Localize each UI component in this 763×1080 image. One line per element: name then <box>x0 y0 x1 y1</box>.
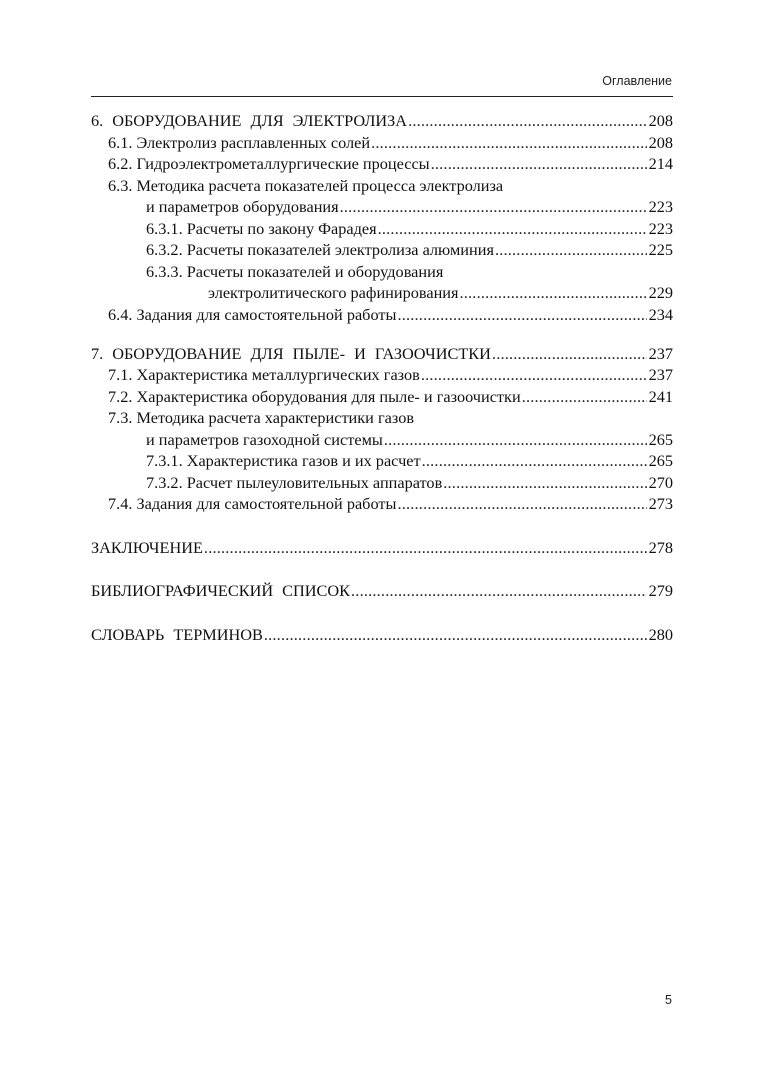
toc-entry-title: 7.1. Характеристика металлургических газов <box>108 365 420 384</box>
toc-entry-title: 6.3.3. Расчеты показателей и оборудования <box>146 261 444 281</box>
toc-entry-6-3-3-line2[interactable] <box>91 282 673 304</box>
toc-entry-page: 214 <box>648 154 673 173</box>
dot-leader <box>384 429 647 451</box>
toc-entry-title: 6.3.2. Расчеты показателей электролиза алюминия <box>146 240 494 259</box>
dot-leader <box>460 282 647 304</box>
dot-leader <box>397 493 646 515</box>
toc-entry-7-3-2[interactable] <box>91 472 673 494</box>
dot-leader <box>443 472 646 494</box>
toc-entry-page: 223 <box>648 197 673 216</box>
toc-entry-title: 6. ОБОРУДОВАНИЕ ДЛЯ ЭЛЕКТРОЛИЗА <box>91 111 408 130</box>
toc-entry-title: ЗАКЛЮЧЕНИЕ <box>91 537 203 557</box>
toc-entry-6-1[interactable] <box>91 132 673 154</box>
toc-entry-6-3-line2[interactable] <box>91 196 673 218</box>
toc-entry-6-2[interactable] <box>91 153 673 175</box>
toc-entry-page: 270 <box>648 472 673 492</box>
toc-entry-title: 7.3.1. Характеристика газов и их расчет <box>146 451 421 470</box>
dot-leader <box>495 239 647 261</box>
toc-entry-title-continued: электролитического рафинирования <box>208 283 459 302</box>
dot-leader <box>371 132 647 154</box>
toc-entry-page: 278 <box>648 537 673 557</box>
toc-entry-title: СЛОВАРЬ ТЕРМИНОВ <box>91 624 263 644</box>
toc-entry-title-continued: и параметров оборудования <box>146 197 339 216</box>
toc-entry-title-continued: и параметров газоходной системы <box>146 429 383 449</box>
toc-entry-page: 225 <box>648 240 673 259</box>
toc-entry-title: 6.3. Методика расчета показателей процесса электролиза <box>108 175 504 195</box>
page-number: 5 <box>665 993 672 1007</box>
toc-entry-6-3-3-line1[interactable] <box>91 261 673 283</box>
toc-entry-6-4[interactable] <box>91 304 673 326</box>
toc-entry-bibliography[interactable] <box>91 580 673 602</box>
toc-entry-title: 6.4. Задания для самостоятельной работы <box>108 304 397 324</box>
toc-entry-page: 237 <box>648 343 673 363</box>
toc-entry-page: 241 <box>648 386 673 406</box>
toc-entry-title: 6.2. Гидроэлектрометаллургические процессы <box>108 154 430 173</box>
dot-leader <box>522 386 647 408</box>
toc-entry-page: 208 <box>648 132 673 152</box>
toc-entry-6-3-line1[interactable] <box>91 175 673 197</box>
table-of-contents <box>91 110 673 645</box>
toc-entry-7-2[interactable] <box>91 386 673 408</box>
toc-entry-page: 208 <box>648 111 673 130</box>
toc-entry-6-3-1[interactable] <box>91 218 673 240</box>
toc-entry-title: 7.4. Задания для самостоятельной работы <box>108 494 397 513</box>
toc-entry-7-3-line1[interactable] <box>91 407 673 429</box>
dot-leader <box>378 218 647 240</box>
dot-leader <box>421 364 647 386</box>
toc-entry-page: 229 <box>648 283 673 302</box>
dot-leader <box>408 110 647 132</box>
toc-entry-title: 7.3.2. Расчет пылеуловительных аппаратов <box>146 472 443 492</box>
toc-entry-page: 273 <box>648 494 673 513</box>
toc-entry-6-3-2[interactable] <box>91 239 673 261</box>
toc-entry-page: 279 <box>648 581 673 600</box>
toc-entry-chapter-6[interactable] <box>91 110 673 132</box>
dot-leader <box>340 196 647 218</box>
toc-entry-title: БИБЛИОГРАФИЧЕСКИЙ СПИСОК <box>91 581 351 600</box>
dot-leader <box>422 450 647 472</box>
toc-entry-page: 223 <box>648 218 673 238</box>
dot-leader <box>397 304 646 326</box>
header-rule <box>91 96 673 97</box>
toc-entry-title: 7. ОБОРУДОВАНИЕ ДЛЯ ПЫЛЕ- И ГАЗООЧИСТКИ <box>91 343 491 363</box>
toc-entry-page: 265 <box>648 429 673 449</box>
toc-entry-title: 7.2. Характеристика оборудования для пыле- и газоочистки <box>108 386 521 406</box>
dot-leader <box>204 537 647 559</box>
toc-entry-7-1[interactable] <box>91 364 673 386</box>
dot-leader <box>492 343 647 365</box>
toc-entry-glossary[interactable] <box>91 624 673 646</box>
toc-entry-title: 6.3.1. Расчеты по закону Фарадея <box>146 218 377 238</box>
toc-entry-7-3-line2[interactable] <box>91 429 673 451</box>
dot-leader <box>264 624 647 646</box>
dot-leader <box>431 153 647 175</box>
toc-entry-conclusion[interactable] <box>91 537 673 559</box>
toc-entry-page: 237 <box>648 365 673 384</box>
dot-leader <box>351 580 647 602</box>
toc-entry-7-4[interactable] <box>91 493 673 515</box>
toc-entry-page: 234 <box>648 304 673 324</box>
toc-entry-7-3-1[interactable] <box>91 450 673 472</box>
running-header-title: Оглавление <box>602 74 672 88</box>
toc-entry-title: 7.3. Методика расчета характеристики газов <box>108 408 415 427</box>
toc-entry-title: 6.1. Электролиз расплавленных солей <box>108 132 371 152</box>
toc-entry-page: 280 <box>648 624 673 644</box>
toc-entry-page: 265 <box>648 451 673 470</box>
toc-entry-chapter-7[interactable] <box>91 343 673 365</box>
